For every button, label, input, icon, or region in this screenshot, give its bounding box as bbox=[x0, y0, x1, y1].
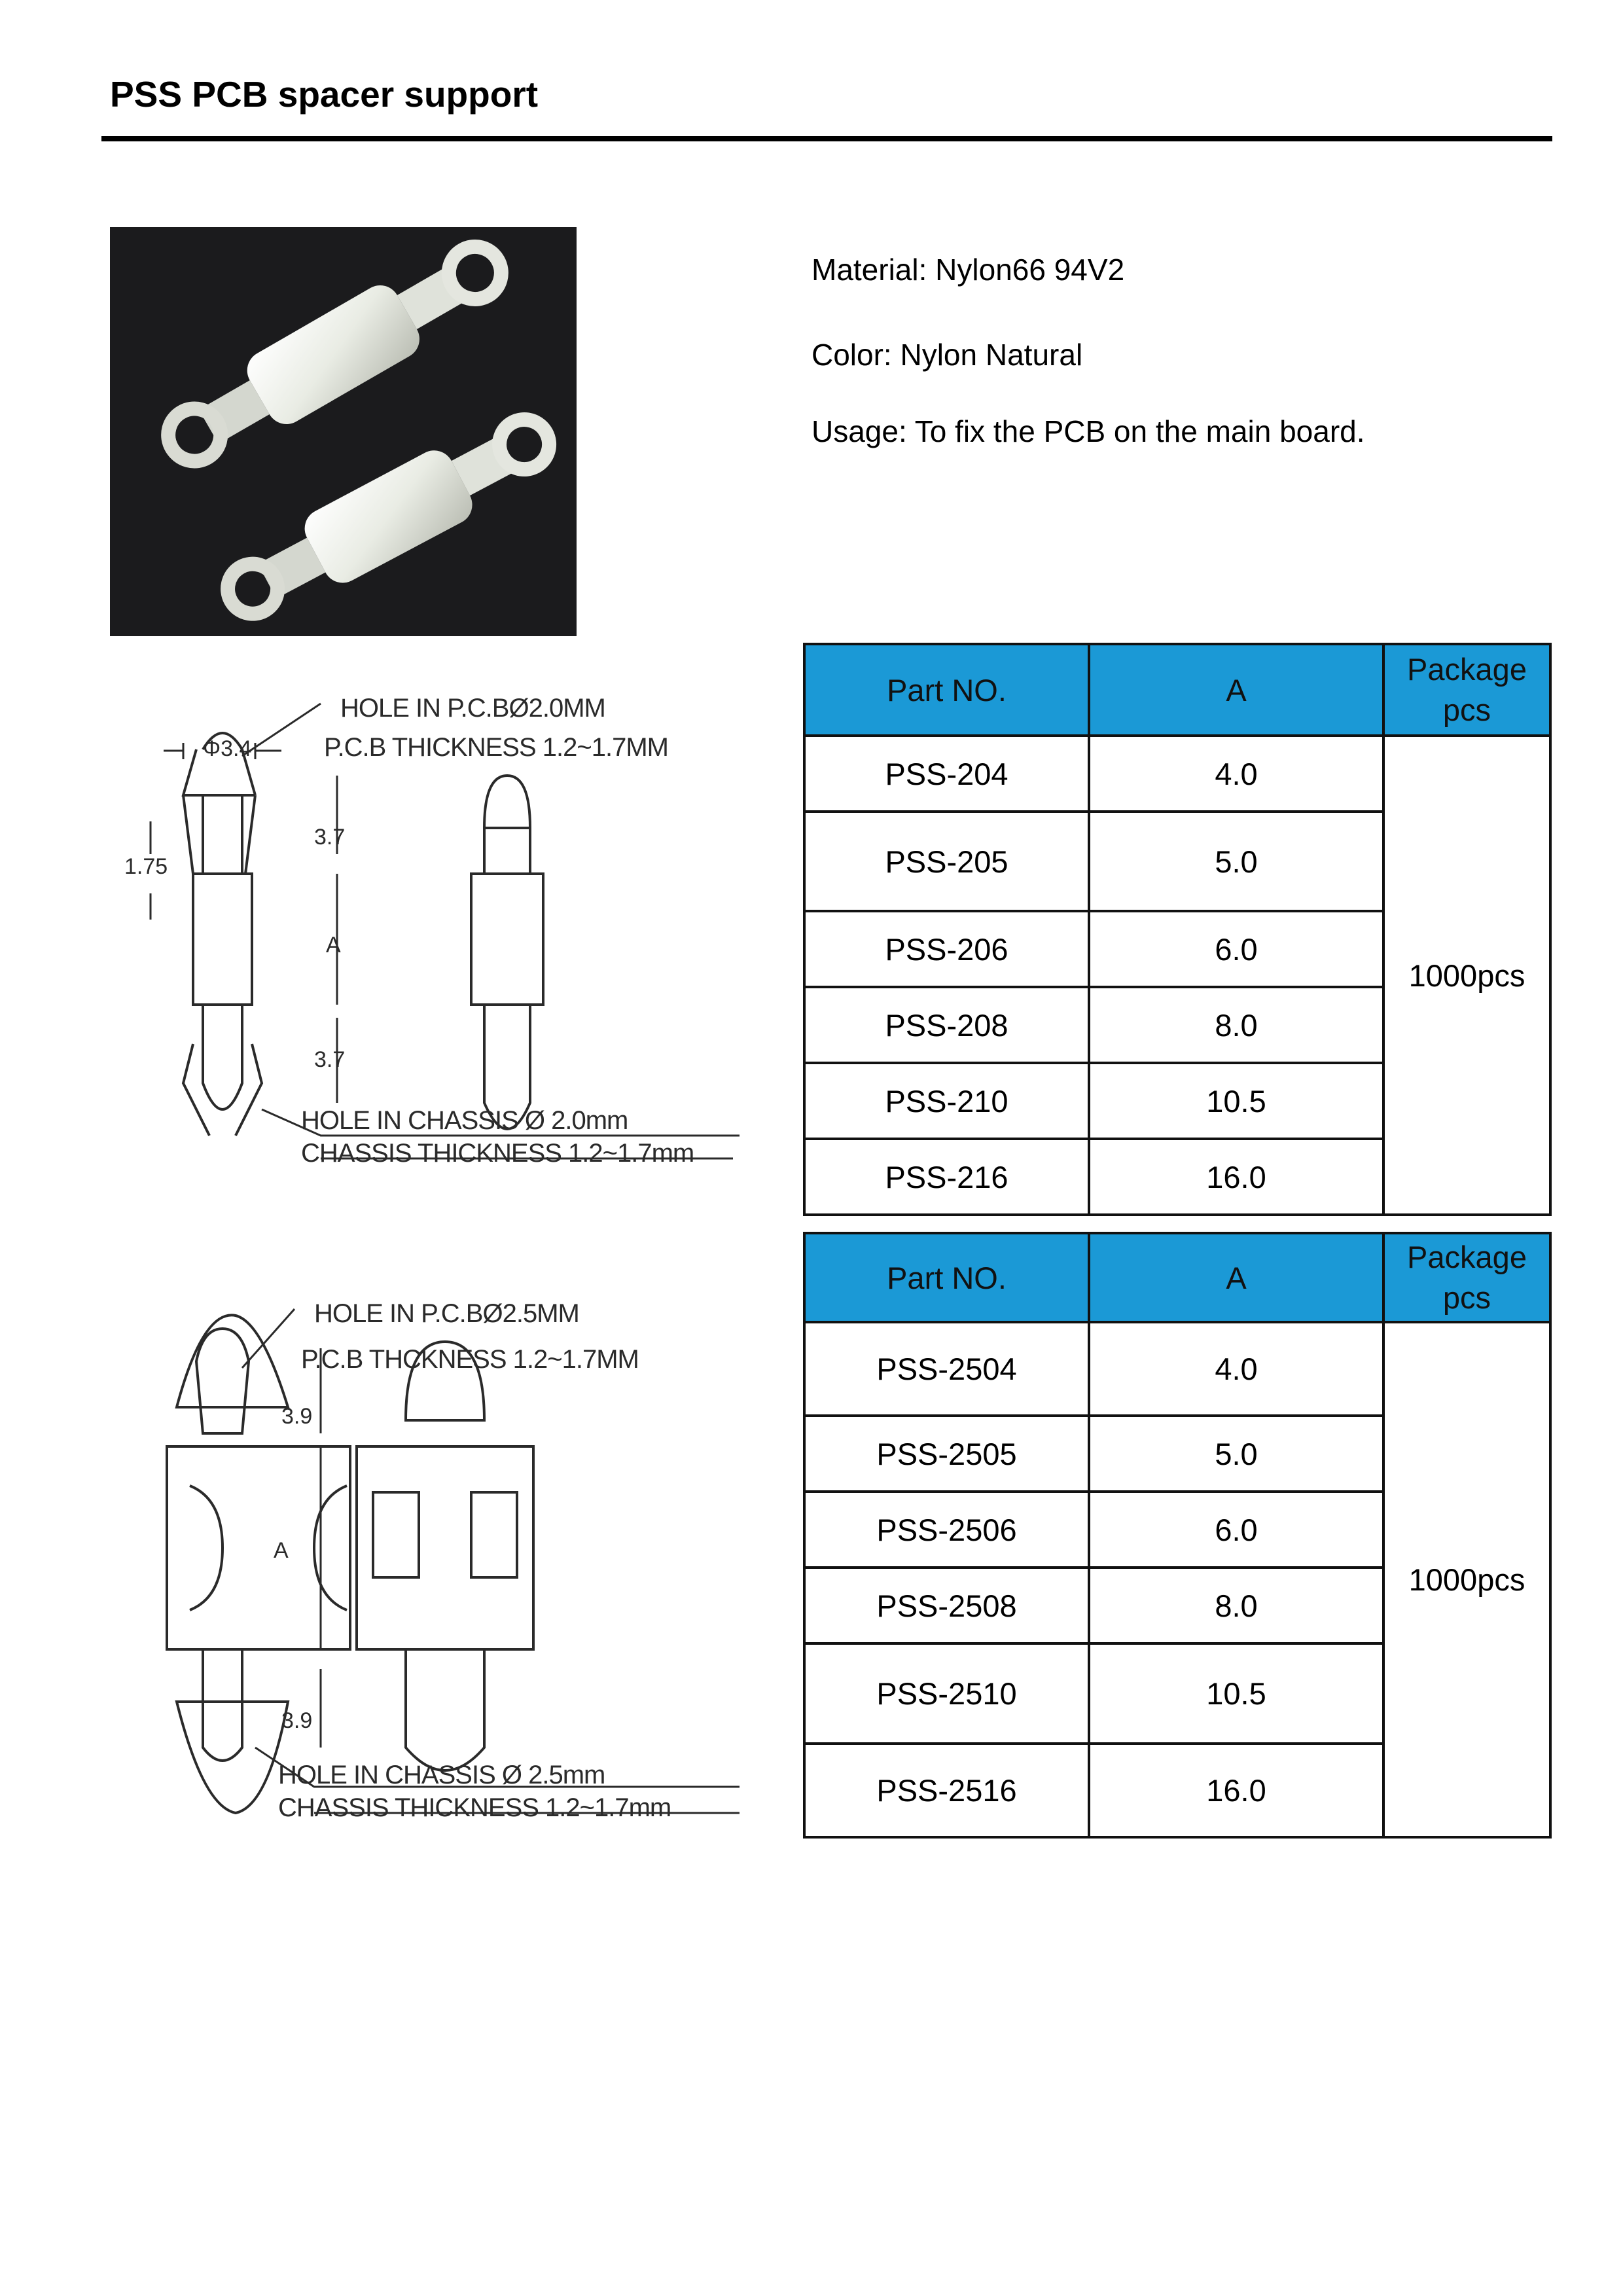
cell-a: 4.0 bbox=[1089, 736, 1383, 812]
drawing-dim-top: 3.7 bbox=[314, 825, 346, 850]
cell-a: 6.0 bbox=[1089, 911, 1383, 987]
cell-a: 16.0 bbox=[1089, 1139, 1383, 1215]
cell-part: PSS-2504 bbox=[804, 1322, 1089, 1416]
drawing2-dim-a: A bbox=[274, 1538, 289, 1563]
cell-a: 10.5 bbox=[1089, 1063, 1383, 1139]
technical-drawing-pss-25 bbox=[105, 1250, 749, 1872]
title-rule bbox=[101, 136, 1552, 141]
header-package: Package pcs bbox=[1383, 644, 1550, 736]
drawing-dim-a: A bbox=[326, 933, 341, 958]
drawing-hole-pcb: HOLE IN P.C.BØ2.0MM bbox=[340, 694, 605, 723]
header-a: A bbox=[1089, 644, 1383, 736]
drawing2-top-clip bbox=[177, 1315, 288, 1407]
technical-drawing-pss-20 bbox=[105, 677, 749, 1201]
drawing2-hole-chassis: HOLE IN CHASSIS Ø 2.5mm bbox=[278, 1761, 605, 1789]
drawing2-side-bottom bbox=[406, 1649, 484, 1770]
drawing2-pcb-thickness: P.C.B THCKNESS 1.2~1.7MM bbox=[301, 1345, 639, 1374]
header-a: A bbox=[1089, 1233, 1383, 1322]
cell-part: PSS-204 bbox=[804, 736, 1089, 812]
cell-a: 8.0 bbox=[1089, 987, 1383, 1063]
table-row bbox=[804, 1322, 1550, 1416]
page-title: PSS PCB spacer support bbox=[110, 74, 539, 115]
product-photo bbox=[110, 227, 577, 636]
cell-a: 5.0 bbox=[1089, 1416, 1383, 1492]
header-part-no: Part NO. bbox=[804, 1233, 1089, 1322]
cell-a: 10.5 bbox=[1089, 1643, 1383, 1744]
drawing2-dim-bottom: 3.9 bbox=[281, 1708, 313, 1733]
table-header-row bbox=[804, 1233, 1550, 1322]
cell-package: 1000pcs bbox=[1383, 736, 1550, 1215]
header-package: Package pcs bbox=[1383, 1233, 1550, 1322]
cell-a: 5.0 bbox=[1089, 812, 1383, 911]
drawing-pcb-thickness: P.C.B THICKNESS 1.2~1.7MM bbox=[324, 733, 668, 762]
cell-a: 16.0 bbox=[1089, 1744, 1383, 1837]
drawing-side-top bbox=[484, 776, 530, 828]
drawing-dia: Φ3.4 bbox=[203, 736, 252, 761]
cell-part: PSS-210 bbox=[804, 1063, 1089, 1139]
drawing-bottom-clip bbox=[183, 1005, 262, 1136]
cell-package: 1000pcs bbox=[1383, 1322, 1550, 1837]
drawing2-body bbox=[167, 1446, 350, 1649]
cell-part: PSS-216 bbox=[804, 1139, 1089, 1215]
drawing2-chassis-thickness: CHASSIS THICKNESS 1.2~1.7mm bbox=[278, 1793, 671, 1822]
spec-usage: Usage: To fix the PCB on the main board. bbox=[812, 414, 1365, 448]
drawing-dim-175: 1.75 bbox=[124, 854, 168, 879]
cell-part: PSS-2508 bbox=[804, 1568, 1089, 1643]
parts-table-pss-20 bbox=[803, 643, 1552, 1216]
cell-part: PSS-2510 bbox=[804, 1643, 1089, 1744]
spec-color: Color: Nylon Natural bbox=[812, 338, 1083, 372]
drawing2-hole-pcb: HOLE IN P.C.BØ2.5MM bbox=[314, 1299, 579, 1328]
cell-part: PSS-205 bbox=[804, 812, 1089, 911]
parts-table-pss-25 bbox=[803, 1232, 1552, 1839]
drawing-body bbox=[193, 874, 252, 1005]
cell-part: PSS-2516 bbox=[804, 1744, 1089, 1837]
drawing-hole-chassis: HOLE IN CHASSIS Ø 2.0mm bbox=[301, 1106, 628, 1135]
cell-part: PSS-2506 bbox=[804, 1492, 1089, 1568]
cell-a: 6.0 bbox=[1089, 1492, 1383, 1568]
drawing-dim-bottom: 3.7 bbox=[314, 1047, 346, 1072]
cell-part: PSS-208 bbox=[804, 987, 1089, 1063]
cell-a: 4.0 bbox=[1089, 1322, 1383, 1416]
table-header-row bbox=[804, 644, 1550, 736]
drawing2-dim-top: 3.9 bbox=[281, 1404, 313, 1429]
product-photo-art bbox=[110, 227, 577, 636]
drawing-chassis-thickness: CHASSIS THICKNESS 1.2~1.7mm bbox=[301, 1139, 694, 1168]
cell-part: PSS-2505 bbox=[804, 1416, 1089, 1492]
cell-part: PSS-206 bbox=[804, 911, 1089, 987]
cell-a: 8.0 bbox=[1089, 1568, 1383, 1643]
spec-material: Material: Nylon66 94V2 bbox=[812, 253, 1125, 287]
table-row bbox=[804, 736, 1550, 812]
header-part-no: Part NO. bbox=[804, 644, 1089, 736]
